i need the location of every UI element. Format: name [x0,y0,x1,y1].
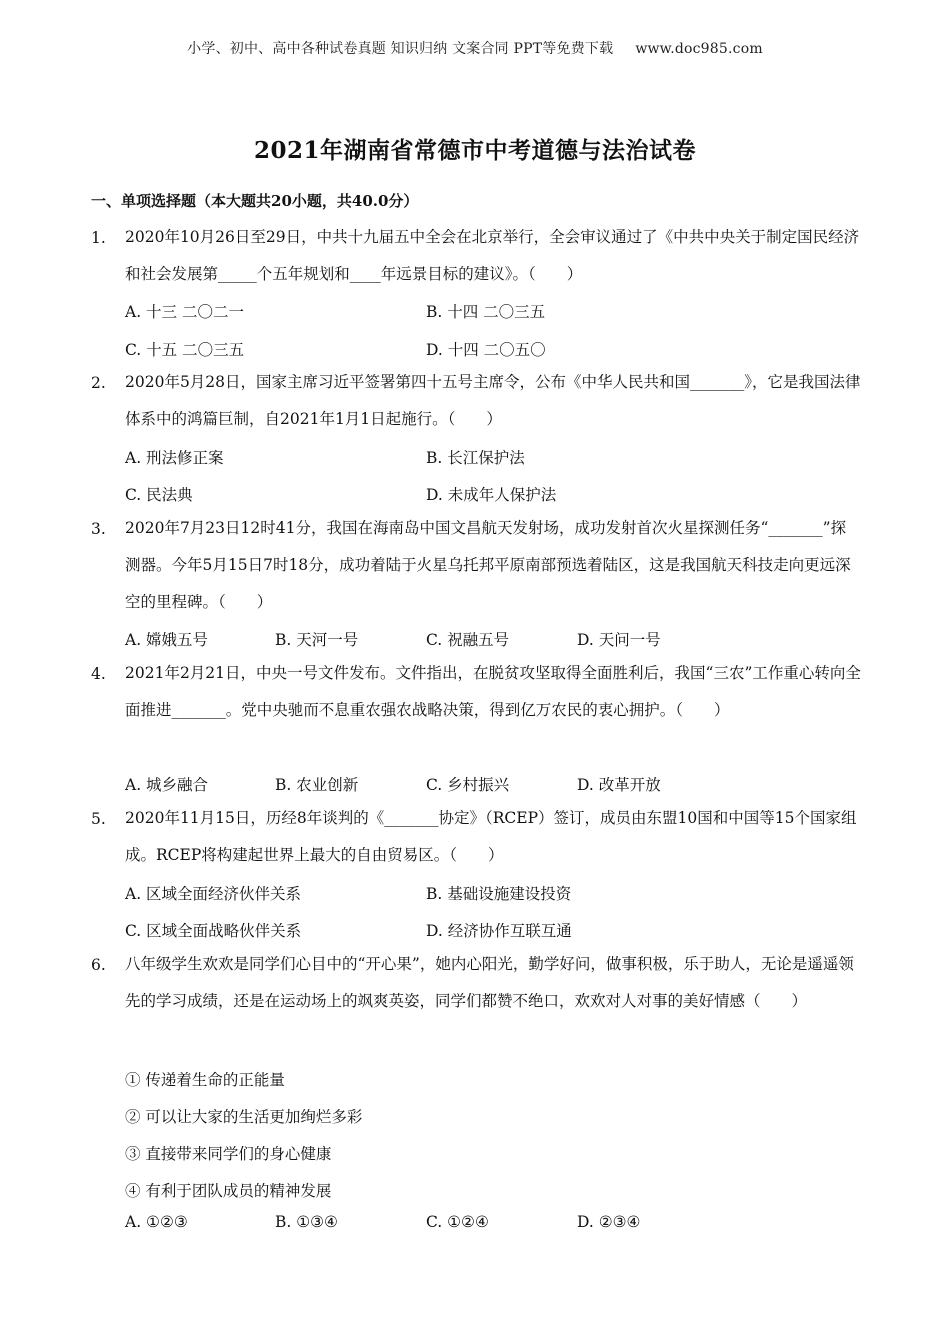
statement-item: ③ 直接带来同学们的身心健康 [125,1145,332,1163]
question-stem: 2020年11月15日，历经8年谈判的《_______协定》（RCEP）签订，成员由东盟10国和中国等15个国家组成。RCEP将构建起世界上最大的自由贸易区。（ ） [125,809,857,864]
option-c: C. 民法典 [125,486,193,504]
option-d: D. 十四 二〇五〇 [426,341,546,359]
option-b: B. 基础设施建设投资 [426,885,572,903]
section-heading: 一、单项选择题（本大题共20小题，共40.0分） [91,192,419,210]
option-c: C. ①②④ [426,1213,489,1231]
page-header [0,38,950,58]
header-text: 小学、初中、高中各种试卷真题 知识归纳 文案合同 PPT等免费下载 [187,41,614,57]
page-title: 2021年湖南省常德市中考道德与法治试卷 [253,137,696,164]
option-d: D. 未成年人保护法 [426,486,557,504]
question-number: 4. [91,665,106,683]
question-stem: 八年级学生欢欢是同学们心目中的“开心果”，她内心阳光，勤学好问，做事积极，乐于助人，无论是遥遥领先的学习成绩，还是在运动场上的飒爽英姿，同学们都赞不绝口，欢欢对人对事的美好情感（ ） [125,955,854,1010]
question-6 [91,956,861,1020]
option-d: D. 天问一号 [577,631,661,649]
question-number: 5. [91,810,106,828]
option-b: B. ①③④ [275,1213,338,1231]
option-a: A. 城乡融合 [125,776,209,794]
option-a: A. 刑法修正案 [125,449,224,467]
option-b: B. 农业创新 [275,776,359,794]
header-site: www.doc985.com [635,41,763,57]
option-c: C. 乡村振兴 [426,776,510,794]
option-a: A. 嫦娥五号 [125,631,209,649]
question-2 [91,374,861,438]
question-5 [91,810,861,874]
option-d: D. ②③④ [577,1213,641,1231]
statement-item: ① 传递着生命的正能量 [125,1071,285,1089]
option-d: D. 经济协作互联互通 [426,922,572,940]
question-stem: 2020年7月23日12时41分，我国在海南岛中国文昌航天发射场，成功发射首次火星探测任务“_______”探测器。今年5月15日7时18分，成功着陆于火星乌托邦平原南部预选着陆区，这是我国航天科技走向更远深空的里程碑。（ ） [125,519,851,611]
question-stem: 2021年2月21日，中央一号文件发布。文件指出，在脱贫攻坚取得全面胜利后，我国“三农”工作重心转向全面推进_______。党中央驰而不息重农强农战略决策，得到亿万农民的衷心拥护。（ ） [125,664,861,719]
option-a: A. 十三 二〇二一 [125,303,244,321]
option-d: D. 改革开放 [577,776,661,794]
option-c: C. 祝融五号 [426,631,510,649]
option-b: B. 十四 二〇三五 [426,303,546,321]
question-4 [91,665,861,729]
statement-item: ② 可以让大家的生活更加绚烂多彩 [125,1108,363,1126]
question-3 [91,520,861,621]
option-b: B. 天河一号 [275,631,359,649]
option-c: C. 区域全面战略伙伴关系 [125,922,302,940]
option-c: C. 十五 二〇三五 [125,341,245,359]
question-number: 6. [91,956,106,974]
question-number: 1. [91,229,106,247]
option-b: B. 长江保护法 [426,449,525,467]
option-a: A. ①②③ [125,1213,188,1231]
question-stem: 2020年10月26日至29日，中共十九届五中全会在北京举行，全会审议通过了《中共中央关于制定国民经济和社会发展第_____个五年规划和____年远景目标的建议》。（ ） [125,228,860,283]
question-number: 2. [91,374,106,392]
question-number: 3. [91,520,106,538]
statement-item: ④ 有利于团队成员的精神发展 [125,1182,332,1200]
option-a: A. 区域全面经济伙伴关系 [125,885,302,903]
question-1 [91,229,861,293]
question-stem: 2020年5月28日，国家主席习近平签署第四十五号主席令，公布《中华人民共和国_______》，它是我国法律体系中的鸿篇巨制，自2021年1月1日起施行。（ ） [125,373,861,428]
